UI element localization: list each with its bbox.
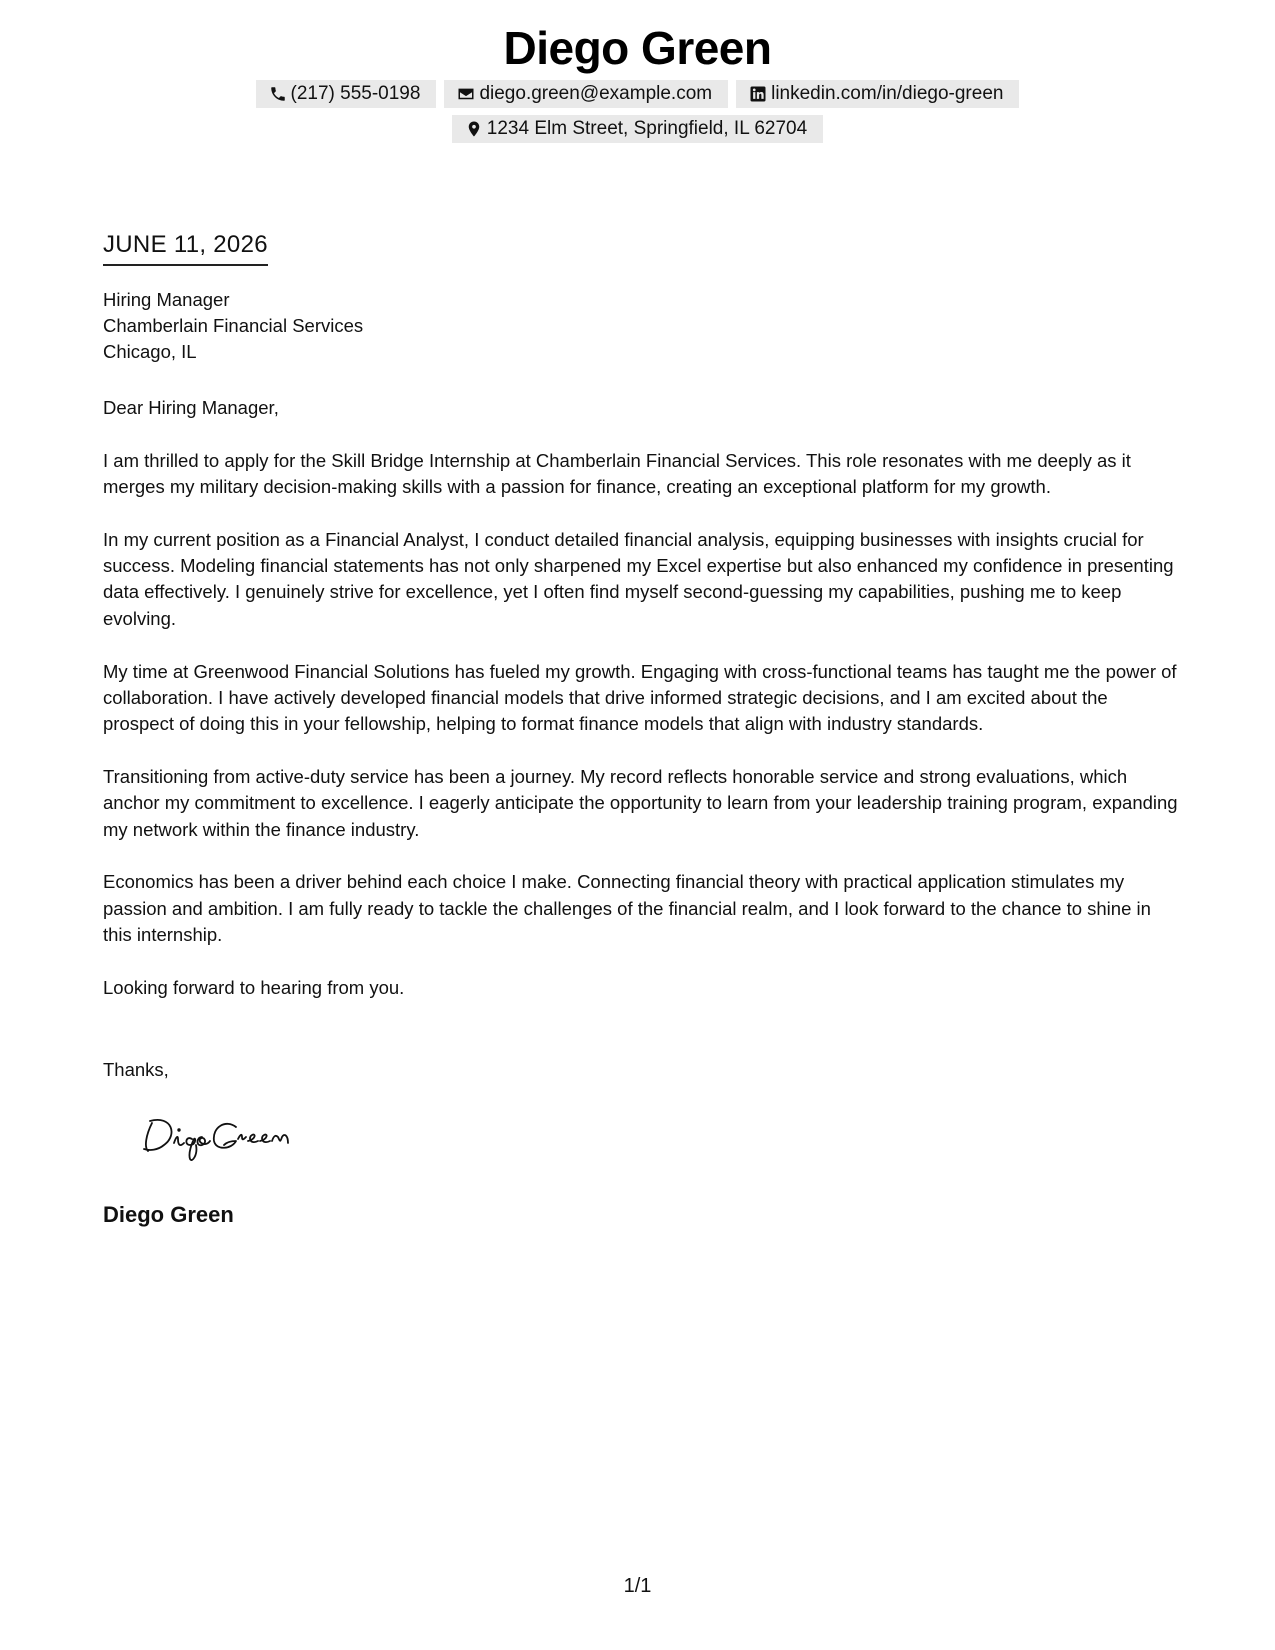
signer-name: Diego Green: [103, 1202, 234, 1227]
contact-row-secondary: [0, 115, 1275, 143]
letter-body: [103, 395, 1183, 1028]
recipient-block: [103, 287, 363, 365]
contact-email[interactable]: [444, 80, 728, 108]
email-text: diego.green@example.com: [479, 83, 713, 104]
linkedin-icon: [748, 84, 768, 104]
body-paragraph: Looking forward to hearing from you.: [103, 976, 405, 998]
map-pin-icon: [464, 119, 484, 139]
contact-phone: [256, 80, 437, 108]
contact-address: [452, 115, 823, 143]
page-number: 1/1: [623, 1575, 652, 1597]
applicant-name: Diego Green: [503, 22, 772, 74]
recipient-company: Chamberlain Financial Services: [103, 315, 364, 336]
recipient-title: Hiring Manager: [103, 289, 230, 310]
address-text: 1234 Elm Street, Springfield, IL 62704: [486, 118, 808, 139]
phone-icon: [268, 84, 288, 104]
handwritten-signature: [138, 1105, 338, 1165]
linkedin-text: linkedin.com/in/diego-green: [771, 83, 1004, 104]
body-paragraph: Transitioning from active-duty service has been a journey. My record reflects honorable service and strong evaluations, which anchor my commitment to excellence. I eagerly anticipate the opportunity to learn from your leadership training program, expanding my network within the finance industry.: [103, 765, 1178, 840]
body-paragraph: I am thrilled to apply for the Skill Bridge Internship at Chamberlain Financial Services. This role resonates with me deeply as it merges my military decision-making skills with a passion for finance, creating an exceptional platform for my growth.: [103, 449, 1131, 498]
body-paragraph: In my current position as a Financial Analyst, I conduct detailed financial analysis, equipping businesses with insights crucial for success. Modeling financial statements has not only sharpened my Excel expertise but also enhanced my confidence in presenting data effectively. I genuinely strive for excellence, yet I often find myself second-guessing my capabilities, pushing me to keep evolving.: [103, 528, 1174, 629]
valediction: Thanks,: [103, 1059, 169, 1080]
letter-date: JUNE 11, 2026: [103, 228, 268, 266]
envelope-icon: [456, 84, 476, 104]
phone-text: (217) 555-0198: [290, 83, 421, 104]
body-paragraph: Economics has been a driver behind each choice I make. Connecting financial theory with practical application stimulates my passion and ambition. I am fully ready to tackle the challenges of the financial realm, and I look forward to the chance to shine in this internship.: [103, 871, 1151, 945]
contact-row-primary: [0, 80, 1275, 108]
body-paragraph: My time at Greenwood Financial Solutions has fueled my growth. Engaging with cross-functional teams has taught me the power of collaboration. I have actively developed financial models that drive informed strategic decisions, and I am excited about the prospect of doing this in your fellowship, helping to format finance models that align with industry standards.: [103, 660, 1177, 735]
salutation: Dear Hiring Manager,: [103, 397, 279, 418]
contact-linkedin[interactable]: [736, 80, 1019, 108]
recipient-location: Chicago, IL: [103, 341, 197, 362]
